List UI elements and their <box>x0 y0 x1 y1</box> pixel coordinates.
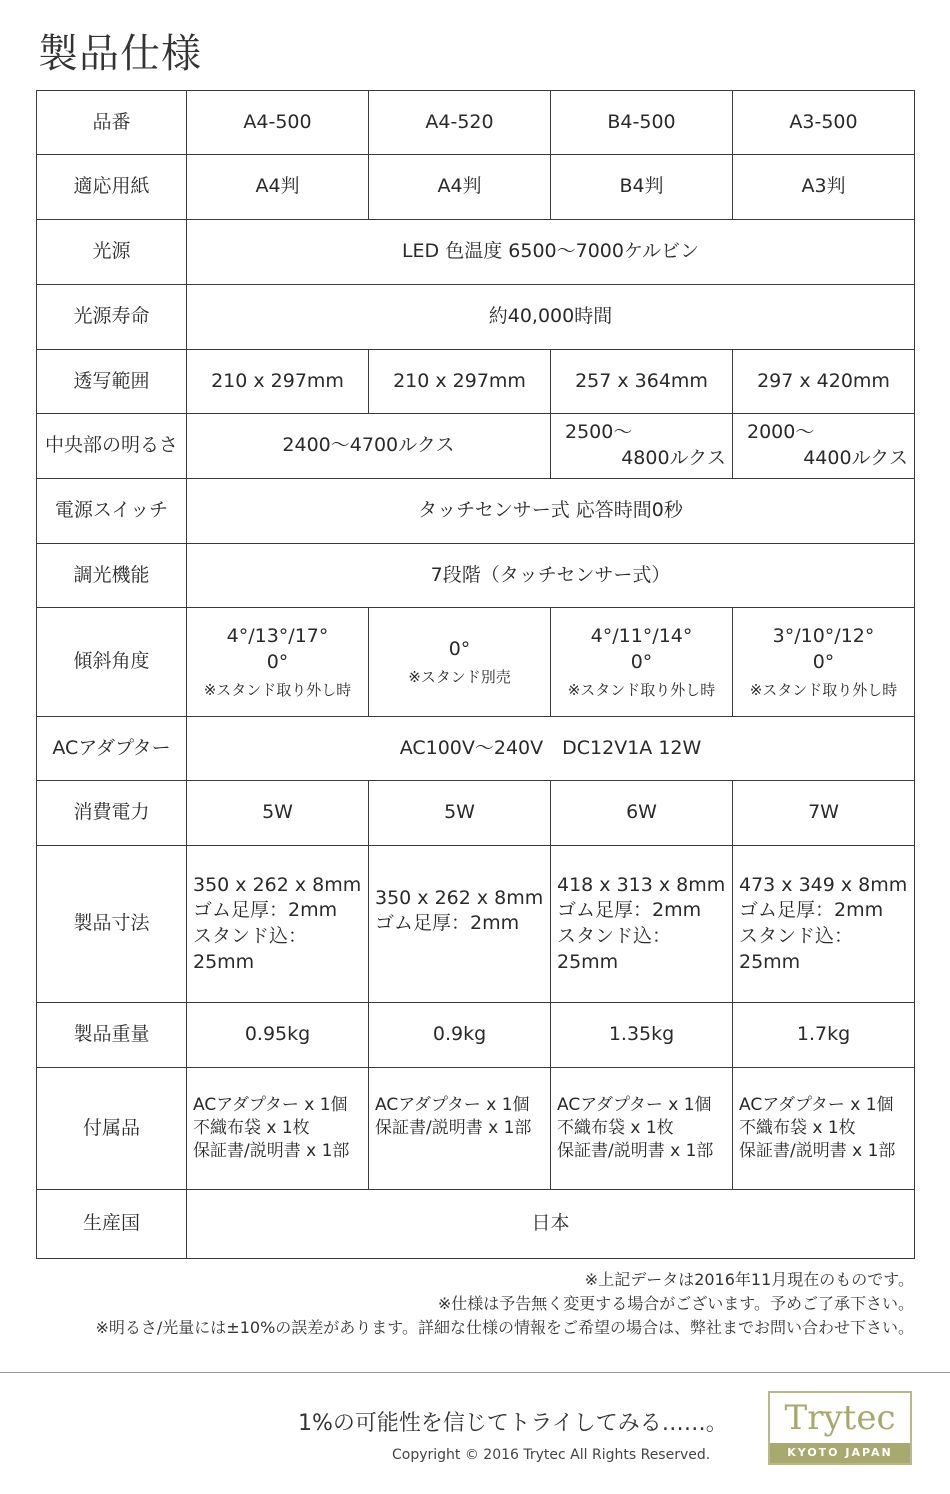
dimension-line: 350 x 262 x 8mm <box>193 873 362 896</box>
consumption-value: 5W <box>187 781 369 846</box>
logo-subtitle: KYOTO JAPAN <box>770 1443 910 1463</box>
table-row-accessories <box>37 1068 915 1190</box>
consumption-value: 5W <box>369 781 551 846</box>
footnote: ※仕様は予告無く変更する場合がございます。予めご了承下さい。 <box>437 1294 914 1313</box>
accessory-line: 不織布袋 x 1枚 <box>193 1118 310 1139</box>
trace-area-value: 297 x 420mm <box>733 350 915 414</box>
row-label-accessories: 付属品 <box>37 1068 187 1190</box>
table-row-origin <box>37 1190 915 1259</box>
tilt-flat: 0° <box>266 650 289 673</box>
weight-value: 1.35kg <box>551 1003 733 1068</box>
brightness-a3-value <box>733 414 915 479</box>
accessory-line: 保証書/説明書 x 1部 <box>557 1140 714 1161</box>
table-row-light-source <box>37 220 915 285</box>
copyright-text: Copyright © 2016 Trytec All Rights Reserved. <box>392 1447 711 1463</box>
trace-area-value: 257 x 364mm <box>551 350 733 414</box>
model-a4-520: A4-520 <box>369 91 551 155</box>
table-row-consumption <box>37 781 915 846</box>
row-label-model: 品番 <box>37 91 187 155</box>
table-row-dimming <box>37 544 915 608</box>
footnote: ※上記データは2016年11月現在のものです。 <box>584 1270 914 1289</box>
table-row-weight <box>37 1003 915 1068</box>
accessory-line: 保証書/説明書 x 1部 <box>739 1140 896 1161</box>
table-row-adapter <box>37 717 915 781</box>
row-label-dimming: 調光機能 <box>37 544 187 608</box>
tilt-a3-500 <box>733 608 915 717</box>
accessory-line: ACアダプター x 1個 <box>557 1095 712 1116</box>
logo-name: Trytec <box>784 1398 896 1438</box>
brightness-a3-line: 2000〜 <box>747 421 815 444</box>
dimensions-a3-500 <box>733 846 915 1003</box>
dimension-line: ゴム足厚：2mm <box>193 899 338 922</box>
dimension-line: ゴム足厚：2mm <box>557 899 702 922</box>
accessory-line: ACアダプター x 1個 <box>375 1095 530 1116</box>
weight-value: 1.7kg <box>733 1003 915 1068</box>
brightness-shared-value: 2400〜4700ルクス <box>187 414 551 479</box>
row-label-consumption: 消費電力 <box>37 781 187 846</box>
page-title: 製品仕様 <box>38 31 202 77</box>
table-row-paper <box>37 155 915 220</box>
footer-tagline: 1%の可能性を信じてトライしてみる……。 <box>298 1411 728 1436</box>
table-row-dimensions <box>37 846 915 1003</box>
brightness-b4-line: 4800ルクス <box>621 447 726 469</box>
brightness-b4-value <box>551 414 733 479</box>
footer-divider <box>0 1372 950 1373</box>
accessories-a4-500 <box>187 1068 369 1190</box>
dimension-line: スタンド込：25mm <box>557 925 672 973</box>
power-switch-value: タッチセンサー式 応答時間0秒 <box>187 479 915 544</box>
footnotes <box>96 1268 915 1340</box>
tilt-a4-500 <box>187 608 369 717</box>
weight-value: 0.95kg <box>187 1003 369 1068</box>
accessories-b4-500 <box>551 1068 733 1190</box>
row-label-power-switch: 電源スイッチ <box>37 479 187 544</box>
accessory-line: 不織布袋 x 1枚 <box>557 1118 674 1139</box>
dimensions-a4-500 <box>187 846 369 1003</box>
tilt-note: ※スタンド取り外し時 <box>203 680 352 699</box>
row-label-brightness: 中央部の明るさ <box>37 414 187 479</box>
row-label-lifetime: 光源寿命 <box>37 285 187 350</box>
paper-value: A4判 <box>369 155 551 220</box>
model-a3-500: A3-500 <box>733 91 915 155</box>
accessory-line: 不織布袋 x 1枚 <box>739 1118 856 1139</box>
accessory-line: ACアダプター x 1個 <box>739 1095 894 1116</box>
tilt-angles: 3°/10°/12° <box>772 625 875 648</box>
paper-value: A3判 <box>733 155 915 220</box>
dimension-line: スタンド込：25mm <box>193 925 308 973</box>
tilt-a4-520 <box>369 608 551 717</box>
paper-value: A4判 <box>187 155 369 220</box>
table-row-brightness <box>37 414 915 479</box>
light-source-value: LED 色温度 6500〜7000ケルビン <box>187 220 915 285</box>
tilt-flat: 0° <box>630 650 653 673</box>
row-label-trace-area: 透写範囲 <box>37 350 187 414</box>
trace-area-value: 210 x 297mm <box>369 350 551 414</box>
dimension-line: 350 x 262 x 8mm <box>375 886 544 909</box>
row-label-adapter: ACアダプター <box>37 717 187 781</box>
model-b4-500: B4-500 <box>551 91 733 155</box>
tilt-flat: 0° <box>812 650 835 673</box>
paper-value: B4判 <box>551 155 733 220</box>
dimensions-b4-500 <box>551 846 733 1003</box>
accessory-line: ACアダプター x 1個 <box>193 1095 348 1116</box>
dimension-line: 473 x 349 x 8mm <box>739 873 908 896</box>
accessory-line: 保証書/説明書 x 1部 <box>193 1140 350 1161</box>
accessory-line: 保証書/説明書 x 1部 <box>375 1118 532 1139</box>
dimension-line: ゴム足厚：2mm <box>375 912 520 935</box>
row-label-light-source: 光源 <box>37 220 187 285</box>
consumption-value: 6W <box>551 781 733 846</box>
table-row-trace-area <box>37 350 915 414</box>
consumption-value: 7W <box>733 781 915 846</box>
tilt-flat: 0° <box>448 638 471 661</box>
tilt-note: ※スタンド別売 <box>408 667 511 686</box>
lifetime-value: 約40,000時間 <box>187 285 915 350</box>
trytec-logo <box>768 1391 912 1465</box>
table-row-model <box>37 91 915 155</box>
dimension-line: スタンド込：25mm <box>739 925 854 973</box>
row-label-weight: 製品重量 <box>37 1003 187 1068</box>
row-label-tilt: 傾斜角度 <box>37 608 187 717</box>
tilt-angles: 4°/11°/14° <box>590 625 693 648</box>
dimensions-a4-520 <box>369 846 551 1003</box>
trace-area-value: 210 x 297mm <box>187 350 369 414</box>
dimension-line: 418 x 313 x 8mm <box>557 873 726 896</box>
row-label-origin: 生産国 <box>37 1190 187 1259</box>
origin-value: 日本 <box>187 1190 915 1259</box>
dimension-line: ゴム足厚：2mm <box>739 899 884 922</box>
tilt-note: ※スタンド取り外し時 <box>567 680 716 699</box>
dimming-value: 7段階（タッチセンサー式） <box>187 544 915 608</box>
accessories-a4-520 <box>369 1068 551 1190</box>
tilt-b4-500 <box>551 608 733 717</box>
spec-table <box>36 90 915 1259</box>
tilt-angles: 4°/13°/17° <box>226 625 329 648</box>
row-label-dimensions: 製品寸法 <box>37 846 187 1003</box>
table-row-power-switch <box>37 479 915 544</box>
row-label-paper: 適応用紙 <box>37 155 187 220</box>
adapter-value: AC100V〜240V DC12V1A 12W <box>187 717 915 781</box>
table-row-lifetime <box>37 285 915 350</box>
table-row-tilt <box>37 608 915 717</box>
model-a4-500: A4-500 <box>187 91 369 155</box>
brightness-b4-line: 2500〜 <box>565 421 633 444</box>
accessories-a3-500 <box>733 1068 915 1190</box>
tilt-note: ※スタンド取り外し時 <box>749 680 898 699</box>
weight-value: 0.9kg <box>369 1003 551 1068</box>
brightness-a3-line: 4400ルクス <box>803 447 908 469</box>
footnote: ※明るさ/光量には±10%の誤差があります。詳細な仕様の情報をご希望の場合は、弊社までお問い合わせ下さい。 <box>95 1318 914 1337</box>
